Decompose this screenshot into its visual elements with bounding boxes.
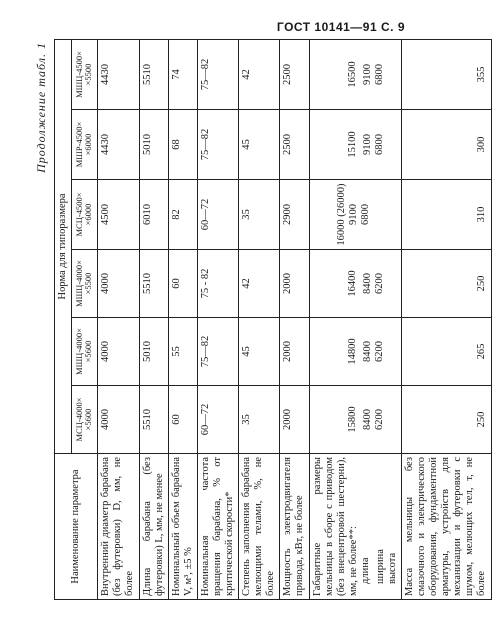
value-length: 15800	[347, 406, 359, 433]
value-cell: 5510	[139, 250, 168, 318]
value-length: 14800	[347, 338, 359, 365]
value-cell: 355	[402, 39, 491, 109]
param-name: Номинальный объем барабана V, м³, ±5 %	[168, 454, 197, 600]
value-cell: 55	[168, 318, 197, 386]
value-cell: 300	[402, 110, 491, 180]
value-cell: 60	[168, 386, 197, 454]
value-cell: 75—82	[198, 39, 239, 109]
value-cell: 4500	[97, 180, 139, 250]
value-cell: 42	[239, 39, 280, 109]
value-cell: 5010	[139, 318, 168, 386]
param-name: Степень заполнения барабана мелющими телами, %, не более	[239, 454, 280, 600]
param-name: Номинальная частота вращения барабана, % от критической скорости*	[198, 454, 239, 600]
model-header: МШР-4500× ×6000	[72, 110, 98, 180]
value-height: 6200	[374, 273, 386, 294]
value-cell: 250	[402, 250, 491, 318]
value-cell: 265	[402, 318, 491, 386]
table-row	[198, 39, 239, 599]
value-cell: 75 - 82	[198, 250, 239, 318]
value-cell: 35	[239, 386, 280, 454]
table-row	[309, 39, 402, 599]
table-row	[402, 39, 491, 599]
value-cell: 4430	[97, 110, 139, 180]
value-width: 9100	[362, 134, 374, 155]
value-cell	[309, 180, 402, 250]
value-cell	[309, 318, 402, 386]
model-header: МСЦ-4000× ×5600	[72, 386, 98, 454]
gost-header: ГОСТ 10141—91 С. 9	[276, 20, 405, 34]
value-cell: 2900	[280, 180, 309, 250]
value-cell: 250	[402, 386, 491, 454]
value-cell	[309, 386, 402, 454]
value-height: 6800	[374, 134, 386, 155]
group-header: Норма для типоразмера	[55, 39, 72, 453]
value-cell: 5510	[139, 386, 168, 454]
value-height: 6800	[374, 63, 386, 85]
model-header: МШЦ-4000× ×5500	[72, 250, 98, 318]
value-cell: 60—72	[198, 180, 239, 250]
value-height: 6200	[374, 409, 386, 430]
value-cell: 4000	[97, 250, 139, 318]
table-row	[97, 39, 139, 599]
value-length: 15100	[347, 131, 359, 158]
value-cell: 2000	[280, 250, 309, 318]
value-cell: 2000	[280, 386, 309, 454]
sub-param: высота	[387, 552, 399, 584]
value-cell: 35	[239, 180, 280, 250]
value-cell	[309, 250, 402, 318]
rotated-table-area	[32, 40, 488, 600]
value-cell: 82	[168, 180, 197, 250]
value-cell: 2500	[280, 39, 309, 109]
value-cell: 75—82	[198, 318, 239, 386]
value-cell: 68	[168, 110, 197, 180]
value-height: 6800	[359, 204, 371, 225]
value-cell	[309, 39, 402, 109]
value-cell: 45	[239, 318, 280, 386]
value-cell: 60	[168, 250, 197, 318]
value-cell: 74	[168, 39, 197, 109]
model-header: МШЦ-4500× ×5500	[72, 39, 98, 109]
value-width: 8400	[362, 409, 374, 430]
value-cell: 4000	[97, 318, 139, 386]
model-header: МСЦ-4500× ×6000	[72, 180, 98, 250]
model-header: МШЦ-4000× ×5600	[72, 318, 98, 386]
value-cell: 2000	[280, 318, 309, 386]
value-width: 8400	[362, 341, 374, 362]
table-row	[168, 39, 197, 599]
value-cell: 5510	[139, 39, 168, 109]
value-cell: 5010	[139, 110, 168, 180]
param-name: Мощность электродвигателя привода, кВт, не более	[280, 454, 309, 600]
sub-param: длина	[359, 557, 371, 584]
value-cell: 42	[239, 250, 280, 318]
param-name: Габаритные размеры мельницы в сборе с приводом (без внецентровой шестерни), мм, не более**:	[311, 457, 359, 596]
continuation-label: Продолжение табл. 1	[34, 42, 48, 173]
value-cell: 75—82	[198, 110, 239, 180]
param-column-header: Наименование параметра	[55, 454, 98, 600]
value-height: 6200	[374, 341, 386, 362]
value-length: 16400	[347, 270, 359, 297]
value-length: 16000 (26000)	[335, 183, 347, 246]
sub-param: ширина	[374, 549, 386, 584]
param-name-dimensions	[309, 454, 402, 600]
value-cell: 4000	[97, 386, 139, 454]
param-name: Длина барабана (без футеровки) L, мм, не менее	[139, 454, 168, 600]
table-row	[139, 39, 168, 599]
table-row	[239, 39, 280, 599]
value-cell	[309, 110, 402, 180]
value-width: 8400	[362, 273, 374, 294]
value-cell: 6010	[139, 180, 168, 250]
table-row	[280, 39, 309, 599]
value-cell: 60—72	[198, 386, 239, 454]
parameters-table	[54, 39, 492, 600]
value-cell: 4430	[97, 39, 139, 109]
value-cell: 310	[402, 180, 491, 250]
param-name: Масса мельницы без смазочного и электрического оборудования, фундаментной арматуры, устройств для механизации и футеровки с шумом, мелющих тел, т, не более	[402, 454, 491, 600]
param-name: Внутренний диаметр барабана (без футеровки) D, мм, не более	[97, 454, 139, 600]
value-cell: 45	[239, 110, 280, 180]
value-width: 9100	[347, 204, 359, 225]
value-length: 16500	[347, 61, 359, 88]
value-width: 9100	[362, 63, 374, 85]
value-cell: 2500	[280, 110, 309, 180]
